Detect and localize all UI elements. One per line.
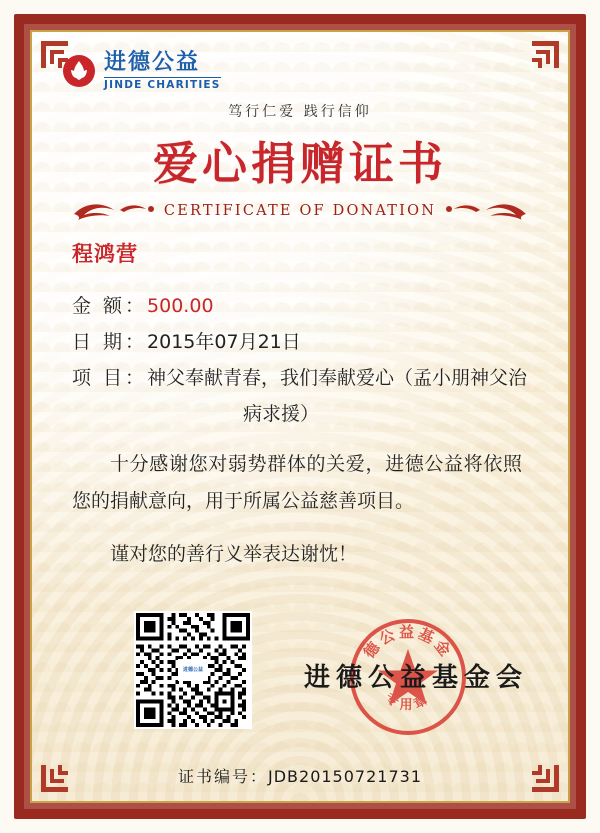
slogan: 笃行仁爱 践行信仰 [228, 103, 372, 120]
certificate-number-value: JDB20150721731 [268, 767, 422, 786]
fields-block [72, 288, 542, 432]
brand-name-cn: 进德公益 [104, 50, 201, 75]
svg-text:德公益基金: 德公益基金 [360, 623, 456, 662]
certificate-number [32, 764, 568, 787]
field-amount-label: 金 额： [72, 294, 148, 317]
thanks-paragraph: 谨对您的善行义举表达谢忱！ [110, 542, 358, 565]
flourish-left-icon [72, 198, 156, 224]
field-project-value-line2: 病求援） [243, 402, 320, 425]
inner-gold-border [30, 30, 570, 803]
field-project-value-line1: 神父奉献青春，我们奉献爱心（孟小朋神父治 [147, 366, 528, 389]
field-project-value [147, 360, 542, 432]
subtitle-row [58, 198, 542, 224]
subtitle: CERTIFICATE OF DONATION [163, 202, 437, 219]
flourish-right-icon [444, 198, 528, 224]
field-date-label: 日 期： [72, 330, 148, 353]
brand-name-en: JINDE CHARITIES [104, 79, 221, 91]
qr-code[interactable] [134, 611, 252, 729]
certificate-number-label: 证书编号： [177, 767, 268, 786]
field-project-label: 项 目： [72, 366, 148, 389]
field-date [72, 324, 542, 360]
recipient-name: 程鸿营 [72, 241, 138, 266]
svg-text:专用章: 专用章 [382, 690, 434, 713]
brand-logo [62, 52, 542, 91]
field-date-value: 2015年07月21日 [147, 330, 301, 353]
body-paragraph: 十分感谢您对弱势群体的关爱，进德公益将依照您的捐献意向，用于所属公益慈善项目。 [72, 452, 522, 512]
footer-block [58, 611, 542, 741]
lotus-hands-logo-icon [62, 54, 96, 88]
certificate-content [32, 32, 568, 801]
brand-text [104, 52, 221, 91]
qr-center-logo-icon: 进德公益 [178, 659, 208, 681]
field-project [72, 360, 542, 432]
field-amount [72, 288, 542, 324]
organization-name: 进德公益基金会 [303, 663, 528, 693]
page-title: 爱心捐赠证书 [152, 136, 447, 190]
field-amount-value: 500.00 [147, 294, 214, 317]
